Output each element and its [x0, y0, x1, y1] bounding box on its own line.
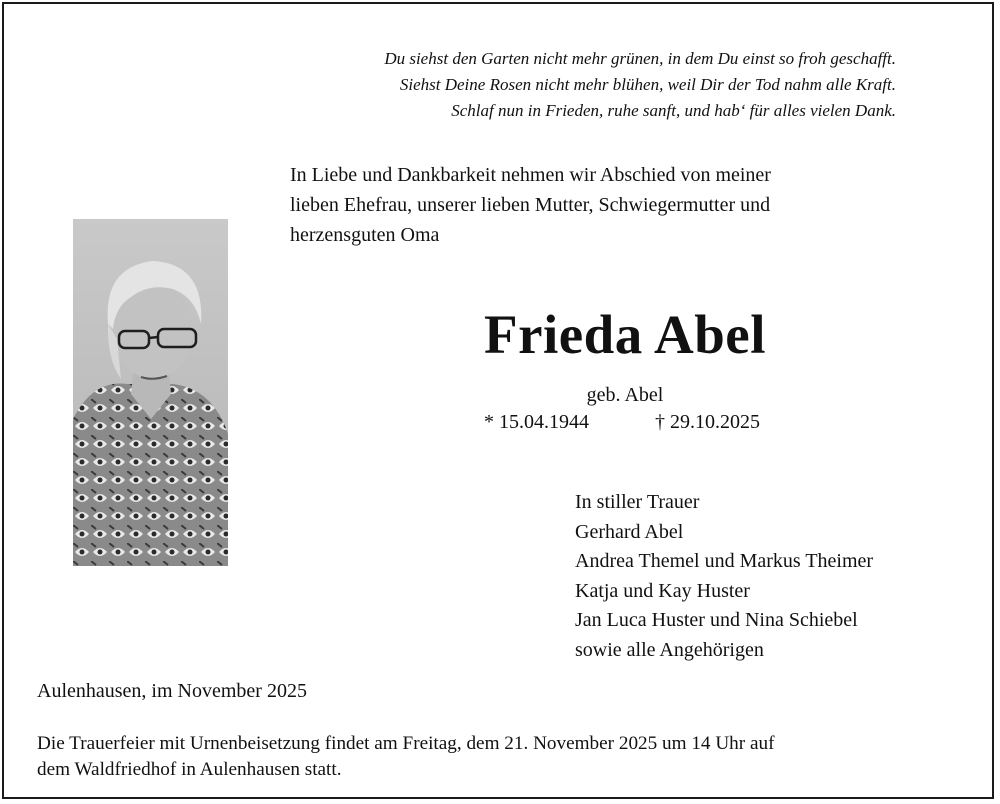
maiden-name: geb. Abel [586, 384, 664, 406]
poem-line: Du siehst den Garten nicht mehr grünen, in dem Du einst so froh geschafft. [384, 49, 896, 68]
death-date: † 29.10.2025 [655, 411, 760, 433]
portrait-photo [73, 219, 228, 566]
birth-date: * 15.04.1944 [484, 411, 589, 433]
notice-line: Die Trauerfeier mit Urnenbeisetzung findet am Freitag, dem 21. November 2025 um 14 Uhr auf [37, 733, 775, 754]
notice-line: dem Waldfriedhof in Aulenhausen statt. [37, 759, 342, 780]
farewell-line: In Liebe und Dankbarkeit nehmen wir Abschied von meiner [290, 164, 771, 186]
poem [276, 46, 896, 124]
mourners-list [575, 488, 975, 665]
poem-line: Siehst Deine Rosen nicht mehr blühen, weil Dir der Tod nahm alle Kraft. [399, 75, 896, 94]
funeral-notice [37, 731, 977, 783]
farewell-line: lieben Ehefrau, unserer lieben Mutter, Schwiegermutter und [290, 194, 771, 216]
deceased-name: Frieda Abel [483, 304, 766, 365]
mourner-line: sowie alle Angehörigen [575, 638, 764, 661]
mourner-line: In stiller Trauer [575, 491, 700, 513]
poem-line: Schlaf nun in Frieden, ruhe sanft, und hab‘ für alles vielen Dank. [451, 101, 896, 120]
place-and-date: Aulenhausen, im November 2025 [37, 680, 307, 702]
mourner-line: Katja und Kay Huster [575, 579, 750, 602]
mourner-line: Jan Luca Huster und Nina Schiebel [575, 609, 858, 631]
farewell-text [290, 160, 910, 250]
mourner-line: Gerhard Abel [575, 520, 684, 543]
farewell-line: herzensguten Oma [290, 224, 440, 246]
mourner-line: Andrea Themel und Markus Theimer [575, 550, 874, 572]
